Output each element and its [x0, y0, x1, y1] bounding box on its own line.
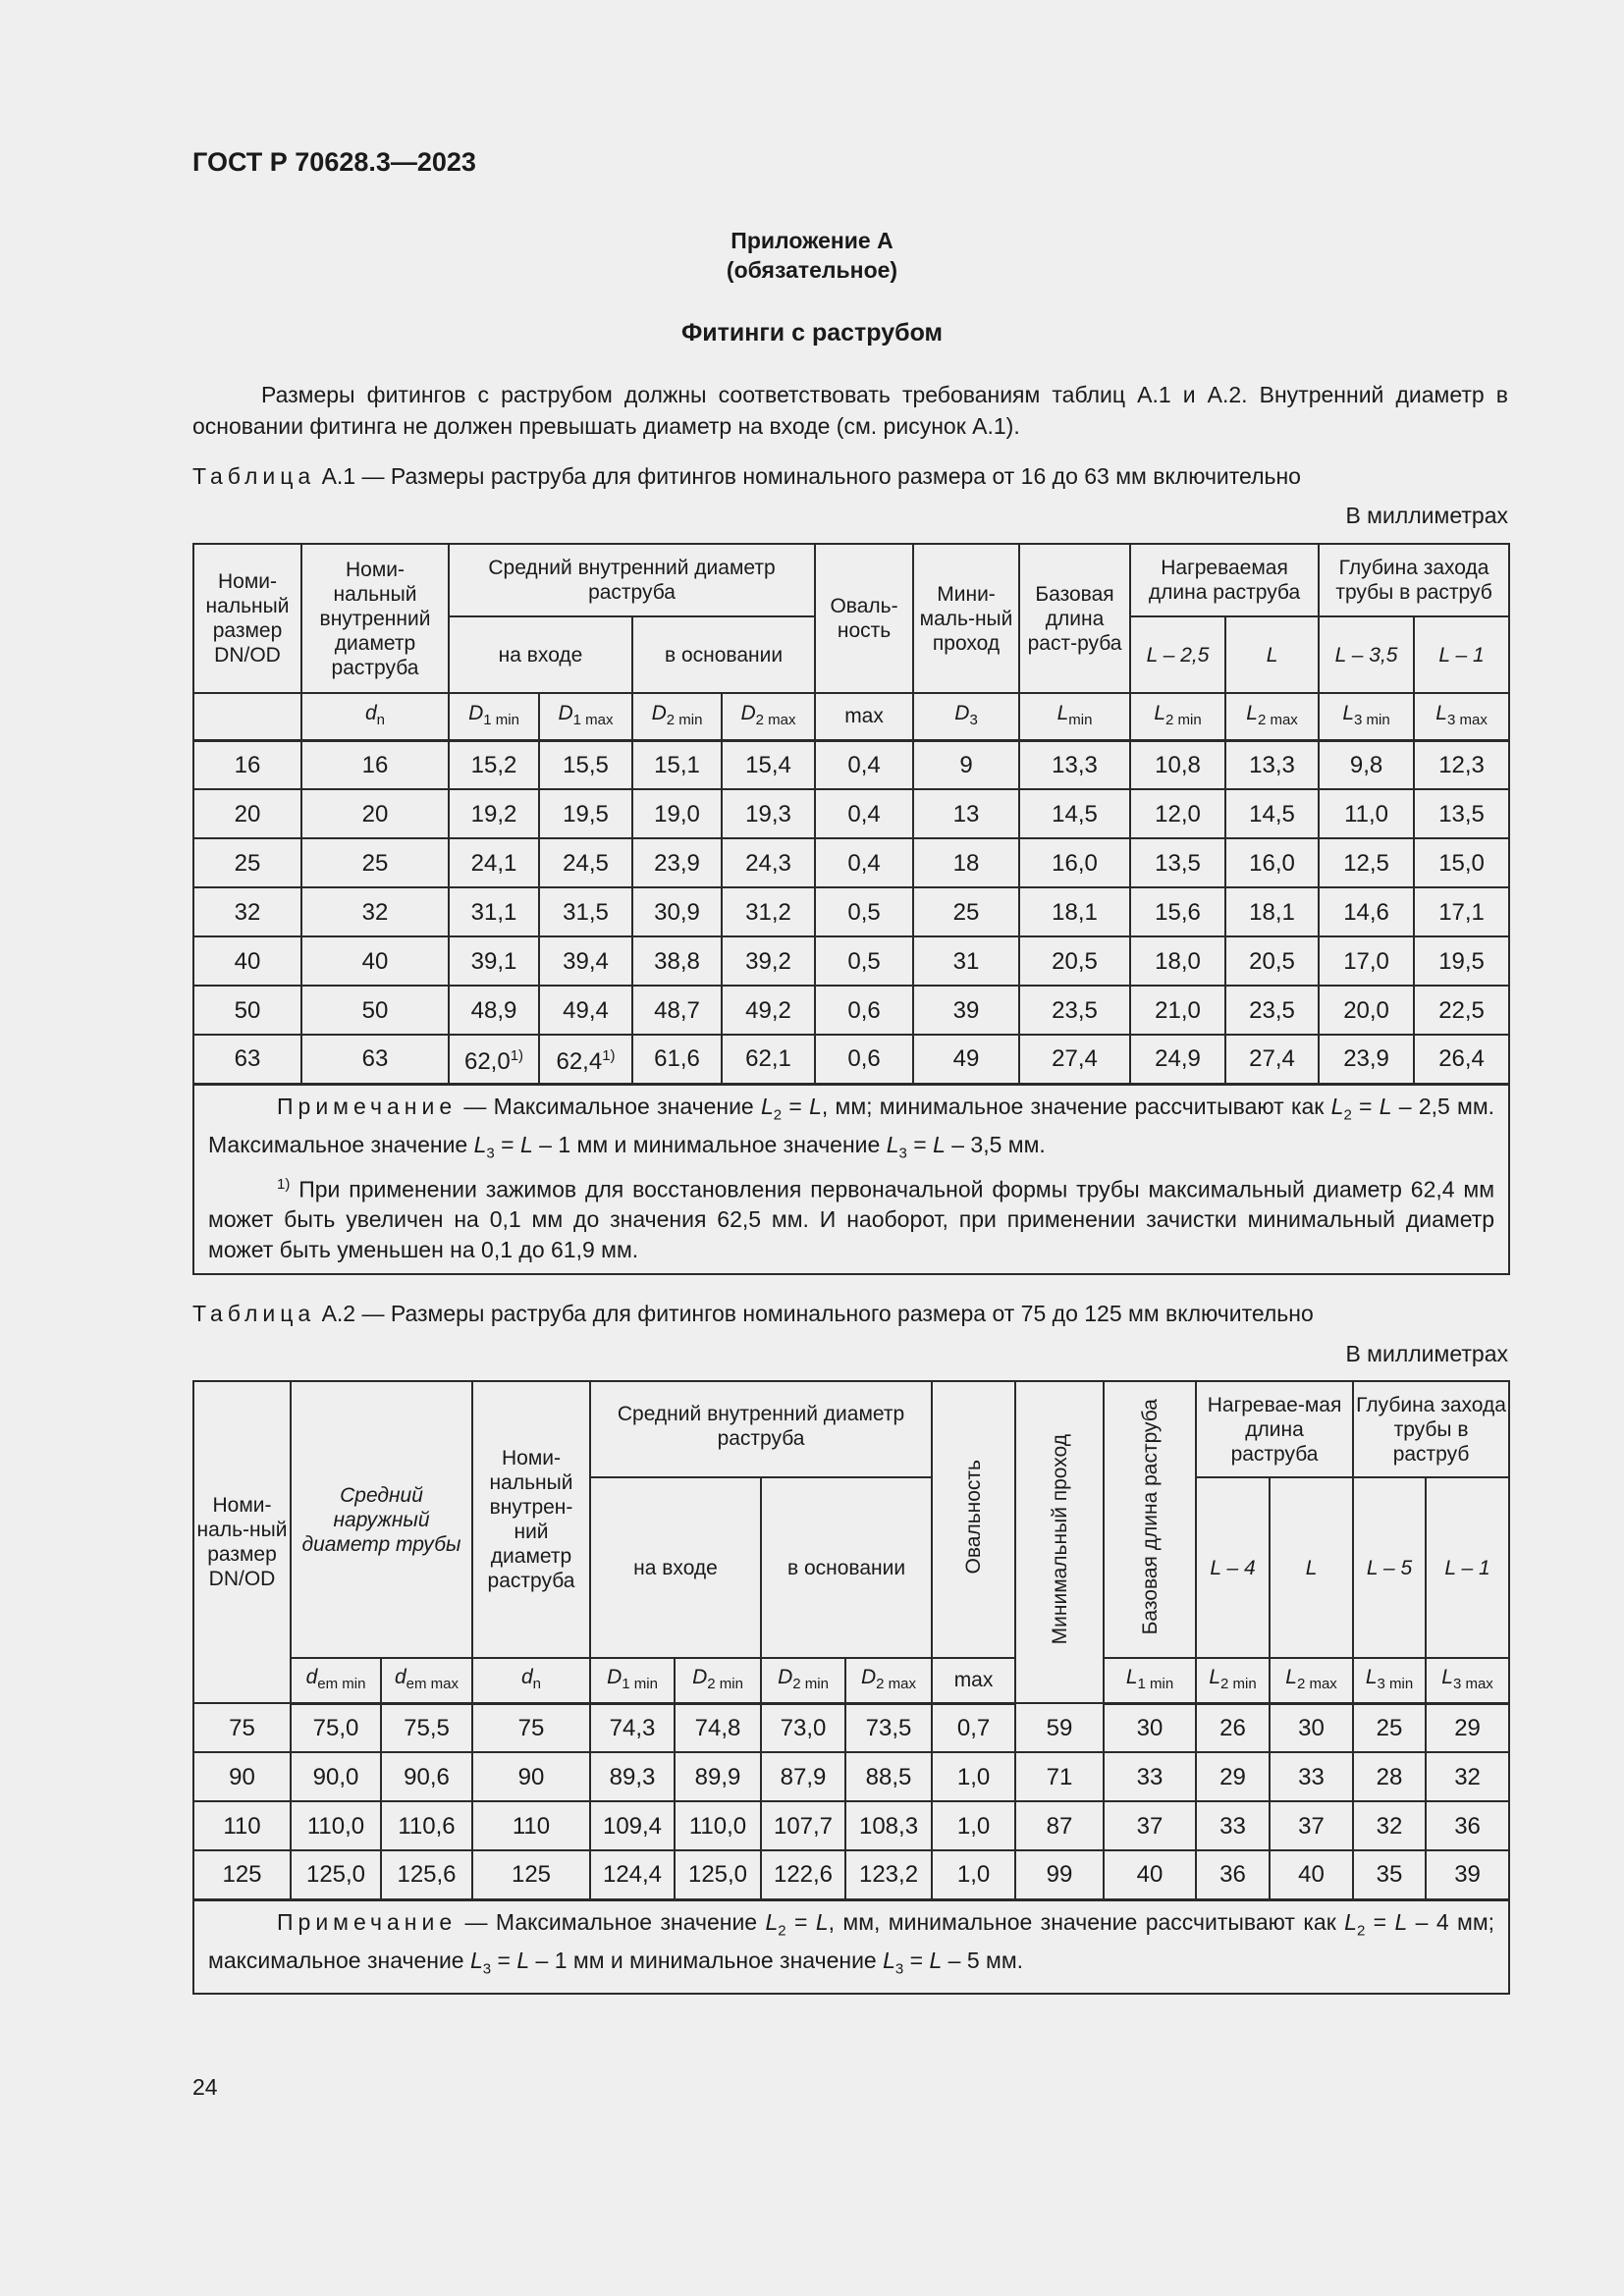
note-text: Примечание — Максимальное значение $L_2 = L$, мм, минимальное значение рассчитывают как $L_2 = L - 4$ мм; максимальное значение $L_3 = L - 1$ мм и минимальное значение $L_3 = L - 5$ мм. [208, 1908, 1495, 1978]
header-mean-inner: Средний внутренний диаметр раструба [449, 544, 815, 616]
table-cell: 30 [1104, 1703, 1196, 1752]
symbol-l3min: $L_{3 min}$ [1319, 693, 1414, 740]
table-cell: 24,3 [722, 838, 815, 887]
table-cell: 61,6 [632, 1035, 722, 1084]
header-base-length: Базовая длина раструба [1104, 1381, 1196, 1658]
table-a2-note [193, 1899, 1509, 1994]
symbol-l3max: $L_{3 max}$ [1414, 693, 1509, 740]
table-cell: 75 [193, 1703, 291, 1752]
table-cell: 30 [1270, 1703, 1353, 1752]
table-cell: 15,4 [722, 740, 815, 789]
table-cell: 12,3 [1414, 740, 1509, 789]
table-cell: 15,0 [1414, 838, 1509, 887]
table-cell: 0,4 [815, 740, 913, 789]
table-cell: 13,3 [1225, 740, 1319, 789]
table-cell: 24,1 [449, 838, 539, 887]
table-cell: 0,7 [932, 1703, 1015, 1752]
table-a1-body [193, 740, 1509, 1084]
symbol-d1min: $D_{1 min}$ [449, 693, 539, 740]
symbol-l3min: $L_{3 min}$ [1353, 1658, 1426, 1703]
table-cell: 90 [472, 1752, 590, 1801]
table-cell: 23,9 [1319, 1035, 1414, 1084]
table-cell: 63 [301, 1035, 449, 1084]
table-cell: 50 [301, 986, 449, 1035]
table-cell: 122,6 [761, 1850, 845, 1899]
table-cell: 15,2 [449, 740, 539, 789]
symbol-d2min-b: $D_{2 min}$ [761, 1658, 845, 1703]
table-cell: 49,4 [539, 986, 632, 1035]
table-cell: 123,2 [845, 1850, 932, 1899]
symbol-d2max: $D_{2 max}$ [722, 693, 815, 740]
table-cell: 23,9 [632, 838, 722, 887]
header-mean-inner: Средний внутренний диаметр раструба [590, 1381, 932, 1477]
table-cell: 40 [193, 936, 301, 986]
table-cell: 9,8 [1319, 740, 1414, 789]
footnote-mark: 1) [510, 1047, 524, 1065]
table-cell: 25 [913, 887, 1019, 936]
header-nominal-size: Номи-наль-ный размер DN/OD [193, 1381, 291, 1703]
table-cell: 109,4 [590, 1801, 675, 1850]
table-cell: 10,8 [1130, 740, 1225, 789]
table-cell: 26 [1196, 1703, 1270, 1752]
section-title: Фитинги с раструбом [680, 319, 944, 347]
table-row [193, 838, 1509, 887]
standard-code: ГОСТ Р 70628.3—2023 [192, 147, 476, 177]
table-cell: 14,6 [1319, 887, 1414, 936]
table-cell: 110 [472, 1801, 590, 1850]
table1-units: В миллиметрах [1345, 503, 1508, 528]
appendix-title: Приложение А [731, 228, 893, 253]
table-cell: 74,8 [675, 1703, 761, 1752]
symbol-l2min: $L_{2 min}$ [1130, 693, 1225, 740]
table-cell: 11,0 [1319, 789, 1414, 838]
table-cell: 14,5 [1019, 789, 1130, 838]
header-min-bore: Мини-маль-ный проход [913, 544, 1019, 693]
table-cell: 87,9 [761, 1752, 845, 1801]
table-cell: 20,5 [1019, 936, 1130, 986]
table-cell: 23,5 [1019, 986, 1130, 1035]
table-cell: 18,1 [1225, 887, 1319, 936]
symbol-l2min: $L_{2 min}$ [1196, 1658, 1270, 1703]
table-cell: 13,3 [1019, 740, 1130, 789]
table-cell: 21,0 [1130, 986, 1225, 1035]
table-cell: 18 [913, 838, 1019, 887]
table2-units: В миллиметрах [1345, 1341, 1508, 1366]
table-cell: 18,1 [1019, 887, 1130, 936]
table-cell: 74,3 [590, 1703, 675, 1752]
header-l-minus-5: L – 5 [1353, 1477, 1426, 1658]
table-cell: 19,3 [722, 789, 815, 838]
header-insert-depth: Глубина захода трубы в раструб [1353, 1381, 1509, 1477]
header-base-length: Базовая длина раст-руба [1019, 544, 1130, 693]
table-cell: 36 [1196, 1850, 1270, 1899]
table-cell: 38,8 [632, 936, 722, 986]
table-cell: 90,0 [291, 1752, 381, 1801]
table-cell: 88,5 [845, 1752, 932, 1801]
symbol-row [193, 1658, 1509, 1703]
table-cell: 23,5 [1225, 986, 1319, 1035]
header-nominal-size: Номи-нальный размер DN/OD [193, 544, 301, 693]
table-cell: 19,5 [1414, 936, 1509, 986]
table-cell: 33 [1104, 1752, 1196, 1801]
footnote-text: $^{1)}$ При применении зажимов для восстановления первоначальной формы трубы максимальный диаметр 62,4 мм может быть увеличен на 0,1 мм до значения 62,5 мм. И наоборот, при применении зачистки минимальный диаметр может быть уменьшен на 0,1 до 61,9 мм. [208, 1175, 1495, 1263]
table-cell: 40 [301, 936, 449, 986]
header-l: L [1270, 1477, 1353, 1658]
table-cell: 124,4 [590, 1850, 675, 1899]
header-nominal-inner: Номи-нальный внутренний диаметр раструба [301, 544, 449, 693]
table-cell: 19,0 [632, 789, 722, 838]
header-ovality: Оваль-ность [815, 544, 913, 693]
header-nominal-inner: Номи-нальный внутрен-ний диаметр раструба [472, 1381, 590, 1658]
table-cell: 0,4 [815, 838, 913, 887]
table-cell: 110 [193, 1801, 291, 1850]
symbol-lmin: $L_{min}$ [1019, 693, 1130, 740]
table-cell: 30,9 [632, 887, 722, 936]
table-cell: 89,9 [675, 1752, 761, 1801]
table-cell: 48,9 [449, 986, 539, 1035]
symbol-d3: $D_3$ [913, 693, 1019, 740]
header-l-minus-2-5: L – 2,5 [1130, 616, 1225, 693]
table-cell: 33 [1196, 1801, 1270, 1850]
table-cell: 12,5 [1319, 838, 1414, 887]
table-cell: 125,6 [381, 1850, 472, 1899]
table-row [193, 1752, 1509, 1801]
table-cell: 20,0 [1319, 986, 1414, 1035]
symbol-l3max: $L_{3 max}$ [1426, 1658, 1509, 1703]
table-cell: 13,5 [1130, 838, 1225, 887]
table-cell: 16 [193, 740, 301, 789]
symbol-d2max: $D_{2 max}$ [845, 1658, 932, 1703]
table-row [193, 1703, 1509, 1752]
table-cell: 20,5 [1225, 936, 1319, 986]
table-cell: 75 [472, 1703, 590, 1752]
symbol-dn: $d_n$ [301, 693, 449, 740]
table-cell: 125 [193, 1850, 291, 1899]
footnote-mark: 1) [602, 1047, 616, 1065]
table-cell: 31,5 [539, 887, 632, 936]
table-cell: 1,0 [932, 1850, 1015, 1899]
header-at-entry: на входе [590, 1477, 761, 1658]
header-heated-length: Нагреваемая длина раструба [1130, 544, 1319, 616]
table-cell: 50 [193, 986, 301, 1035]
intro-paragraph: Размеры фитингов с раструбом должны соответствовать требованиям таблиц А.1 и А.2. Внутренний диаметр в основании фитинга не должен превышать диаметр на входе (см. рисунок А.1). [192, 382, 1508, 439]
symbol-d1min: $D_{1 min}$ [590, 1658, 675, 1703]
table-cell: 39,1 [449, 936, 539, 986]
table-cell: 0,6 [815, 1035, 913, 1084]
table-cell: 62,1 [722, 1035, 815, 1084]
table-cell: 27,4 [1019, 1035, 1130, 1084]
table-cell: 87 [1015, 1801, 1104, 1850]
page-number: 24 [192, 2074, 218, 2100]
table-cell: 62,4$^{1)}$ [539, 1035, 632, 1084]
table-cell: 75,5 [381, 1703, 472, 1752]
table-row [193, 1035, 1509, 1084]
table-cell: 62,0$^{1)}$ [449, 1035, 539, 1084]
table-cell: 25 [193, 838, 301, 887]
table-cell: 17,0 [1319, 936, 1414, 986]
table-cell: 32 [193, 887, 301, 936]
symbol-max: max [932, 1658, 1015, 1703]
table-cell: 17,1 [1414, 887, 1509, 936]
table-row [193, 986, 1509, 1035]
header-insert-depth: Глубина захода трубы в раструб [1319, 544, 1509, 616]
table-cell: 75,0 [291, 1703, 381, 1752]
table-cell: 49 [913, 1035, 1019, 1084]
table-cell: 110,6 [381, 1801, 472, 1850]
table-cell: 90 [193, 1752, 291, 1801]
header-l-minus-1: L – 1 [1426, 1477, 1509, 1658]
table-cell: 0,4 [815, 789, 913, 838]
header-at-entry: на входе [449, 616, 632, 693]
table-cell: 110,0 [675, 1801, 761, 1850]
note-text: Примечание — Максимальное значение $L_2 = L$, мм; минимальное значение рассчитывают как $L_2 = L - 2,5$ мм. Максимальное значение $L_3 = L - 1$ мм и минимальное значение $L_3 = L - 3,5$ мм. [208, 1093, 1495, 1162]
table-cell: 0,5 [815, 936, 913, 986]
table-cell: 73,5 [845, 1703, 932, 1752]
table-cell: 15,1 [632, 740, 722, 789]
table-a2 [192, 1380, 1510, 1995]
table-cell: 71 [1015, 1752, 1104, 1801]
header-l-minus-4: L – 4 [1196, 1477, 1270, 1658]
table-cell: 32 [301, 887, 449, 936]
table-cell: 48,7 [632, 986, 722, 1035]
table-cell: 36 [1426, 1801, 1509, 1850]
table-row [193, 887, 1509, 936]
table-cell: 59 [1015, 1703, 1104, 1752]
header-ovality: Овальность [932, 1381, 1015, 1658]
header-mean-outer: Средний наружный диаметр трубы [291, 1381, 472, 1658]
header-at-base: в основании [632, 616, 815, 693]
table-cell: 19,2 [449, 789, 539, 838]
header-min-bore: Минимальный проход [1015, 1381, 1104, 1703]
header-l-minus-3-5: L – 3,5 [1319, 616, 1414, 693]
table2-caption: Таблица А.2 — Размеры раструба для фитингов номинального размера от 75 до 125 мм включительно [192, 1301, 1314, 1326]
table-cell: 25 [301, 838, 449, 887]
table-cell: 35 [1353, 1850, 1426, 1899]
table-cell: 12,0 [1130, 789, 1225, 838]
table1-caption: Таблица А.1 — Размеры раструба для фитингов номинального размера от 16 до 63 мм включительно [192, 463, 1301, 489]
symbol-dem-max: $d_{em max}$ [381, 1658, 472, 1703]
header-l-minus-1: L – 1 [1414, 616, 1509, 693]
table-cell: 14,5 [1225, 789, 1319, 838]
table-cell: 90,6 [381, 1752, 472, 1801]
symbol-max: max [815, 693, 913, 740]
table-cell: 63 [193, 1035, 301, 1084]
symbol-d2min: $D_{2 min}$ [632, 693, 722, 740]
table-cell: 39,4 [539, 936, 632, 986]
symbol-dn: $d_n$ [472, 1658, 590, 1703]
table-row [193, 1801, 1509, 1850]
header-at-base: в основании [761, 1477, 932, 1658]
table-cell: 73,0 [761, 1703, 845, 1752]
table-a1 [192, 543, 1510, 1275]
table-cell: 110,0 [291, 1801, 381, 1850]
table-cell: 31,2 [722, 887, 815, 936]
table-cell: 20 [301, 789, 449, 838]
table-cell: 24,5 [539, 838, 632, 887]
table-cell: 0,5 [815, 887, 913, 936]
table-row [193, 789, 1509, 838]
table-row [193, 1850, 1509, 1899]
symbol-l1min: $L_{1 min}$ [1104, 1658, 1196, 1703]
table-cell: 33 [1270, 1752, 1353, 1801]
symbol-row [193, 693, 1509, 740]
table-cell: 49,2 [722, 986, 815, 1035]
table-cell: 1,0 [932, 1801, 1015, 1850]
table-cell: 16,0 [1225, 838, 1319, 887]
table-row [193, 936, 1509, 986]
table-cell: 19,5 [539, 789, 632, 838]
table-cell: 0,6 [815, 986, 913, 1035]
table-cell: 39,2 [722, 936, 815, 986]
table-cell: 39 [1426, 1850, 1509, 1899]
table-cell: 125,0 [291, 1850, 381, 1899]
table-cell: 22,5 [1414, 986, 1509, 1035]
table-cell: 108,3 [845, 1801, 932, 1850]
table-cell: 125,0 [675, 1850, 761, 1899]
table-a2-body [193, 1703, 1509, 1899]
table-cell: 27,4 [1225, 1035, 1319, 1084]
table-cell: 40 [1104, 1850, 1196, 1899]
table-cell: 20 [193, 789, 301, 838]
table-cell: 24,9 [1130, 1035, 1225, 1084]
table-cell: 15,5 [539, 740, 632, 789]
table-a1-note [193, 1084, 1509, 1274]
table-cell: 89,3 [590, 1752, 675, 1801]
table-cell: 26,4 [1414, 1035, 1509, 1084]
table-cell: 125 [472, 1850, 590, 1899]
table-cell: 31,1 [449, 887, 539, 936]
symbol-d1max: $D_{1 max}$ [539, 693, 632, 740]
appendix-heading [0, 226, 1624, 285]
symbol-dem-min: $d_{em min}$ [291, 1658, 381, 1703]
symbol-l2max: $L_{2 max}$ [1225, 693, 1319, 740]
table-cell: 29 [1196, 1752, 1270, 1801]
table-cell: 32 [1426, 1752, 1509, 1801]
symbol-d2min-a: $D_{2 min}$ [675, 1658, 761, 1703]
table-cell: 15,6 [1130, 887, 1225, 936]
table-cell: 31 [913, 936, 1019, 986]
table-cell: 25 [1353, 1703, 1426, 1752]
table-cell: 37 [1270, 1801, 1353, 1850]
symbol-l2max: $L_{2 max}$ [1270, 1658, 1353, 1703]
table-cell: 32 [1353, 1801, 1426, 1850]
table-cell: 29 [1426, 1703, 1509, 1752]
table-cell: 99 [1015, 1850, 1104, 1899]
table-cell: 37 [1104, 1801, 1196, 1850]
table-cell: 13 [913, 789, 1019, 838]
table-cell: 40 [1270, 1850, 1353, 1899]
table-row [193, 740, 1509, 789]
table-cell: 9 [913, 740, 1019, 789]
table-cell: 18,0 [1130, 936, 1225, 986]
table-cell: 28 [1353, 1752, 1426, 1801]
header-l: L [1225, 616, 1319, 693]
appendix-status: (обязательное) [726, 257, 898, 283]
table-cell: 1,0 [932, 1752, 1015, 1801]
table-cell: 13,5 [1414, 789, 1509, 838]
table-cell: 39 [913, 986, 1019, 1035]
table-cell: 16 [301, 740, 449, 789]
symbol-empty [193, 693, 301, 740]
table-cell: 16,0 [1019, 838, 1130, 887]
table-cell: 107,7 [761, 1801, 845, 1850]
header-heated-length: Нагревае-мая длина раструба [1196, 1381, 1353, 1477]
